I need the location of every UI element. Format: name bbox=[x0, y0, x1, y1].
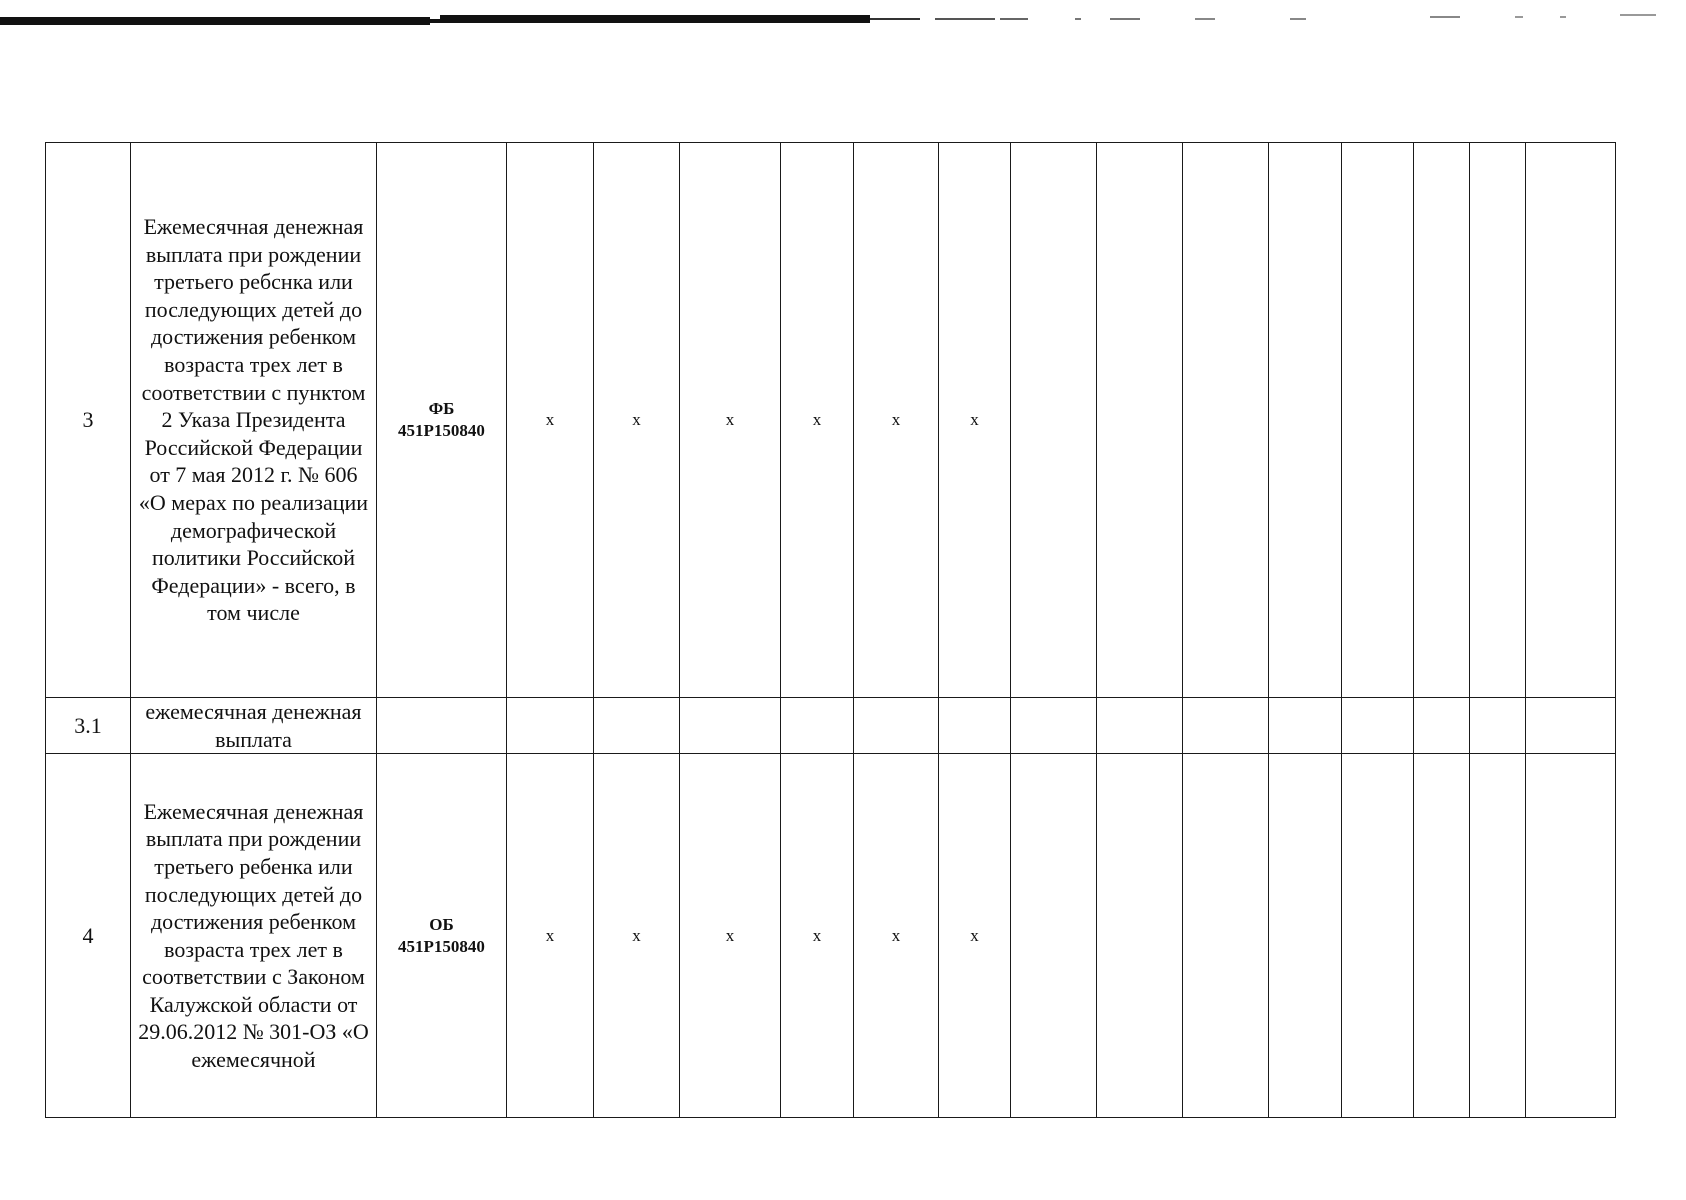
mark-cell: x bbox=[939, 143, 1011, 698]
mark-cell bbox=[594, 698, 680, 754]
budget-code-cell bbox=[377, 698, 507, 754]
mark-cell: x bbox=[594, 754, 680, 1118]
table-row bbox=[46, 754, 1616, 1118]
row-description: Ежемесячная денежная выплата при рождении третьего ребснка или последующих детей до достижения ребенком возраста трех лет в соответствии с пунктом 2 Указа Президента Российской Федерации от 7 мая 2012 г. № 606 «О мерах по реализации демографической политики Российской Федерации» - всего, в том числе bbox=[131, 143, 377, 698]
empty-cell bbox=[1414, 143, 1470, 698]
mark-cell: x bbox=[781, 754, 854, 1118]
empty-cell bbox=[1011, 143, 1097, 698]
empty-cell bbox=[1470, 143, 1526, 698]
empty-cell bbox=[1342, 143, 1414, 698]
empty-cell bbox=[1097, 143, 1183, 698]
mark-cell: x bbox=[781, 143, 854, 698]
scan-top-edge bbox=[0, 0, 1686, 30]
mark-cell: x bbox=[939, 754, 1011, 1118]
document-table bbox=[45, 142, 1616, 1118]
empty-cell bbox=[1414, 754, 1470, 1118]
mark-cell: x bbox=[854, 754, 939, 1118]
empty-cell bbox=[1269, 143, 1342, 698]
empty-cell bbox=[1011, 754, 1097, 1118]
empty-cell bbox=[1269, 754, 1342, 1118]
budget-type: ОБ bbox=[429, 914, 454, 934]
empty-cell bbox=[1526, 754, 1616, 1118]
budget-code-cell bbox=[377, 143, 507, 698]
mark-cell bbox=[854, 698, 939, 754]
mark-cell: x bbox=[854, 143, 939, 698]
empty-cell bbox=[1526, 698, 1616, 754]
row-description: Ежемесячная денежная выплата при рождении третьего ребенка или последующих детей до достижения ребенком возраста трех лет в соответствии с Законом Калужской области от 29.06.2012 № 301-ОЗ «О ежемесячной bbox=[131, 754, 377, 1118]
table-row bbox=[46, 698, 1616, 754]
mark-cell bbox=[680, 698, 781, 754]
mark-cell: x bbox=[507, 143, 594, 698]
empty-cell bbox=[1269, 698, 1342, 754]
budget-code: 451P150840 bbox=[398, 421, 485, 440]
empty-cell bbox=[1183, 754, 1269, 1118]
budget-code: 451P150840 bbox=[398, 936, 485, 956]
empty-cell bbox=[1342, 698, 1414, 754]
mark-cell bbox=[781, 698, 854, 754]
budget-type: ФБ bbox=[428, 399, 455, 418]
empty-cell bbox=[1470, 754, 1526, 1118]
empty-cell bbox=[1183, 698, 1269, 754]
row-number: 3 bbox=[46, 143, 131, 698]
empty-cell bbox=[1011, 698, 1097, 754]
mark-cell: x bbox=[594, 143, 680, 698]
empty-cell bbox=[1097, 754, 1183, 1118]
mark-cell bbox=[939, 698, 1011, 754]
empty-cell bbox=[1526, 143, 1616, 698]
table-row bbox=[46, 143, 1616, 698]
mark-cell: x bbox=[680, 143, 781, 698]
empty-cell bbox=[1470, 698, 1526, 754]
empty-cell bbox=[1183, 143, 1269, 698]
row-description: ежемесячная денежная выплата bbox=[131, 698, 377, 754]
mark-cell: x bbox=[680, 754, 781, 1118]
mark-cell bbox=[507, 698, 594, 754]
empty-cell bbox=[1342, 754, 1414, 1118]
row-number: 4 bbox=[46, 754, 131, 1118]
mark-cell: x bbox=[507, 754, 594, 1118]
budget-code-cell bbox=[377, 754, 507, 1118]
row-number: 3.1 bbox=[46, 698, 131, 754]
empty-cell bbox=[1414, 698, 1470, 754]
empty-cell bbox=[1097, 698, 1183, 754]
